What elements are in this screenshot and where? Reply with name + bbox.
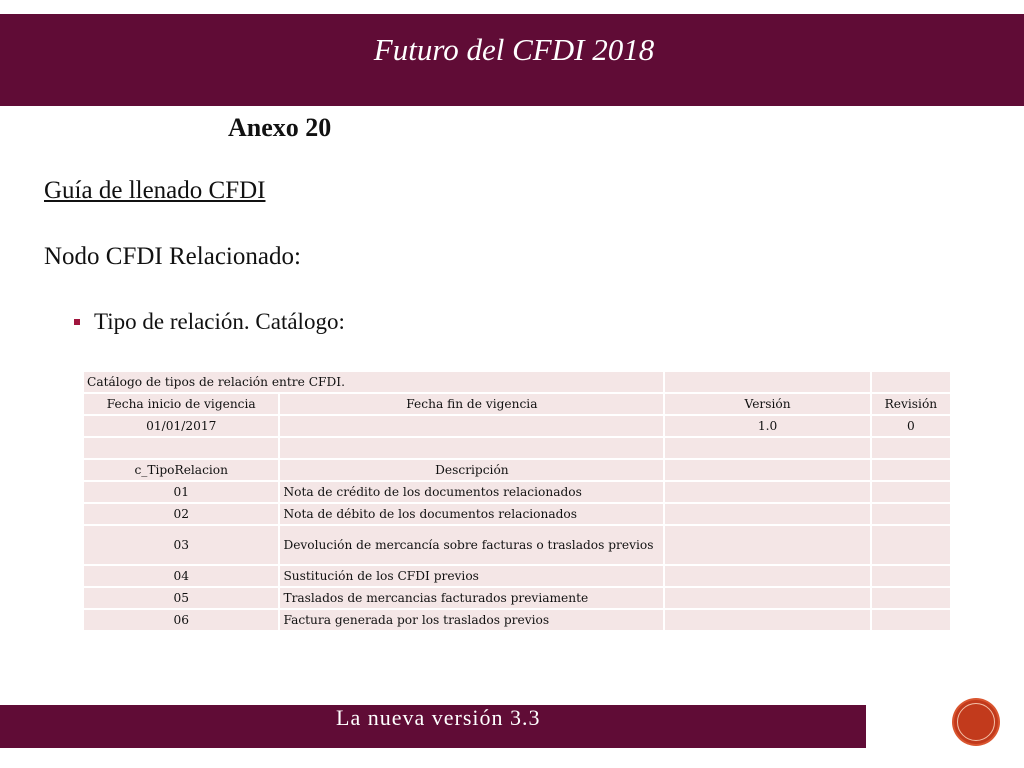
table-header-cell: Fecha fin de vigencia	[280, 394, 663, 414]
table-cell	[872, 482, 950, 502]
footer-subtitle: La nueva versión 3.3	[336, 705, 541, 730]
table-header-cell: Fecha inicio de vigencia	[84, 394, 278, 414]
table-header-cell: Versión	[665, 394, 869, 414]
table-cell: 05	[84, 588, 278, 608]
table-cell	[665, 504, 869, 524]
table-cell: Nota de débito de los documentos relacionados	[280, 504, 663, 524]
table-title-row	[84, 372, 950, 392]
table-meta-header-row	[84, 394, 950, 414]
table-cell	[280, 416, 663, 436]
table-cell: Devolución de mercancía sobre facturas o traslados previos	[280, 526, 663, 564]
table-cell: Nota de crédito de los documentos relacionados	[280, 482, 663, 502]
bullet-item	[74, 309, 345, 335]
table-cell	[84, 438, 278, 458]
table-cell: 1.0	[665, 416, 869, 436]
table-cell	[872, 610, 950, 630]
table-cell	[872, 504, 950, 524]
table-row	[84, 588, 950, 608]
table-row	[84, 504, 950, 524]
table-cell	[872, 460, 950, 480]
table-cell: 06	[84, 610, 278, 630]
slide-title: Futuro del CFDI 2018	[373, 32, 655, 67]
anexo-heading: Anexo 20	[228, 113, 332, 142]
table-cell	[872, 372, 950, 392]
table-cell	[665, 566, 869, 586]
table-cell	[665, 482, 869, 502]
table-row	[84, 482, 950, 502]
table-cell: 0	[872, 416, 950, 436]
table-cell	[665, 526, 869, 564]
footer-band	[0, 705, 866, 748]
table-cell: Factura generada por los traslados previos	[280, 610, 663, 630]
table-cell: 01	[84, 482, 278, 502]
badge-ring	[957, 703, 995, 741]
header-band	[0, 14, 1024, 106]
table-cell: 01/01/2017	[84, 416, 278, 436]
table-cell	[872, 588, 950, 608]
table-row	[84, 610, 950, 630]
table-header-cell: Revisión	[872, 394, 950, 414]
table-cell	[665, 372, 869, 392]
table-meta-value-row	[84, 416, 950, 436]
table-cell	[665, 460, 869, 480]
guia-heading: Guía de llenado CFDI	[44, 177, 266, 204]
table-cell: Sustitución de los CFDI previos	[280, 566, 663, 586]
table-cell	[665, 588, 869, 608]
table-empty-row	[84, 438, 950, 458]
table-column-header-row	[84, 460, 950, 480]
table-cell	[872, 526, 950, 564]
catalog-table	[82, 370, 952, 632]
nodo-heading: Nodo CFDI Relacionado:	[44, 243, 301, 270]
table-cell: 03	[84, 526, 278, 564]
table-cell: 02	[84, 504, 278, 524]
table-cell	[280, 438, 663, 458]
table-cell	[665, 438, 869, 458]
table-cell: Traslados de mercancias facturados previamente	[280, 588, 663, 608]
table-cell	[665, 610, 869, 630]
table-header-cell: c_TipoRelacion	[84, 460, 278, 480]
table-title: Catálogo de tipos de relación entre CFDI.	[84, 372, 663, 392]
table-cell	[872, 566, 950, 586]
table-cell: 04	[84, 566, 278, 586]
table-row	[84, 526, 950, 564]
table-cell	[872, 438, 950, 458]
bullet-text: Tipo de relación. Catálogo:	[94, 309, 345, 334]
square-bullet-icon	[74, 319, 80, 325]
slide-number-badge-icon	[954, 700, 998, 744]
table-header-cell: Descripción	[280, 460, 663, 480]
table-row	[84, 566, 950, 586]
